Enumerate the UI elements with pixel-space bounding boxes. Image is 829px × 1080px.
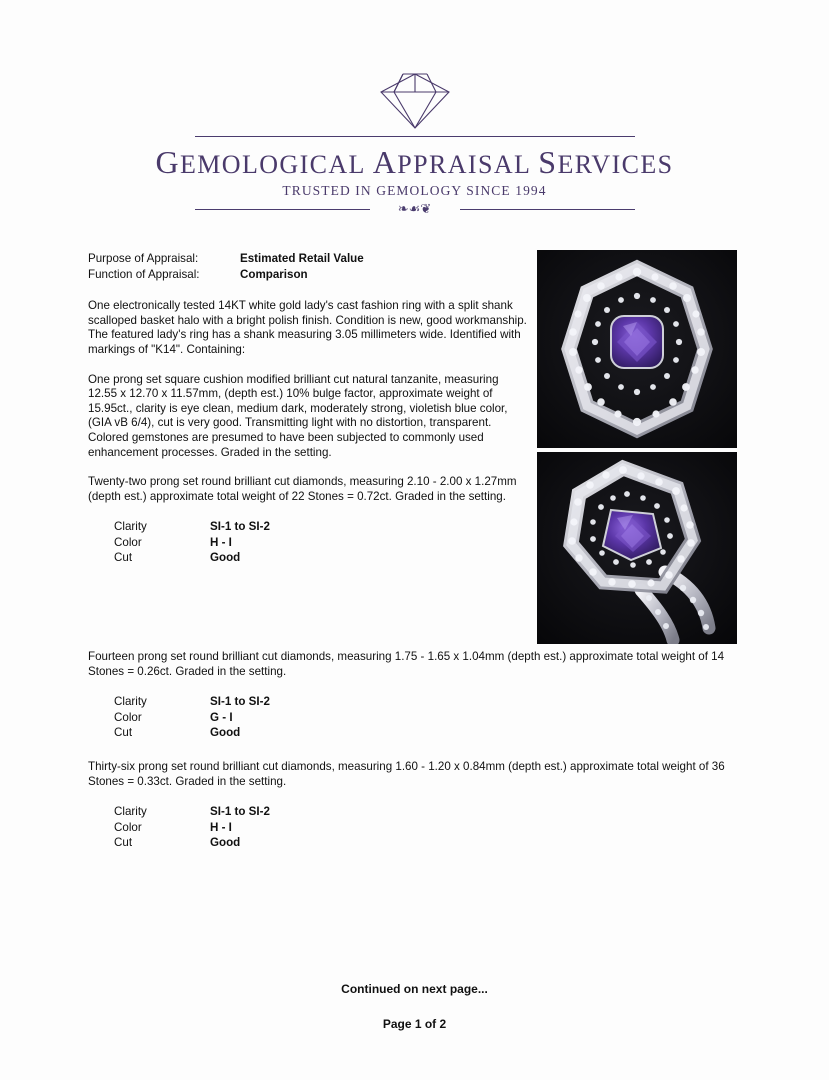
paragraph-tanzanite: One prong set square cushion modified brilliant cut natural tanzanite, measuring 12.55 x 12.70 x 11.57mm, (depth est.) 10% bulge factor, approximate weight of 15.95ct., clarity is eye clean, medium dark, moderately strong, violetish blue color, (GIA vB 6/4), cut is very good. Transmitting light with no distortion, transparent. Colored gemstones are presumed to have been subjected to commonly used enhancement processes. Graded in the setting. bbox=[88, 372, 508, 459]
brand-title-appraisal: PPRAISAL bbox=[397, 150, 531, 179]
spec-key-color: Color bbox=[114, 535, 142, 549]
flourish-ornament: ❧☙❦ bbox=[397, 201, 432, 216]
function-label: Function of Appraisal: bbox=[88, 267, 200, 281]
spec-value-color: H - I bbox=[210, 535, 232, 549]
flourish-line-left bbox=[195, 209, 370, 210]
spec-key-cut: Cut bbox=[114, 551, 133, 565]
flourish-line-right bbox=[460, 209, 635, 210]
spec-table-diamonds-22 bbox=[114, 519, 270, 565]
brand-subtitle: TRUSTED IN GEMOLOGY SINCE 1994 bbox=[282, 183, 547, 198]
table-row bbox=[114, 804, 270, 819]
ring-image-front bbox=[537, 250, 737, 448]
section-diamonds-14 bbox=[88, 650, 738, 750]
function-value: Comparison bbox=[240, 267, 308, 281]
table-row bbox=[88, 268, 364, 284]
spec-value-clarity: SI-1 to SI-2 bbox=[210, 805, 270, 819]
document-body-left bbox=[88, 252, 528, 576]
spec-table-diamonds-36 bbox=[114, 804, 270, 850]
spec-key-clarity: Clarity bbox=[114, 695, 147, 709]
ring-photo-bottom bbox=[537, 452, 737, 644]
table-row bbox=[114, 519, 270, 534]
diamond-icon bbox=[367, 70, 463, 132]
header-flourish bbox=[195, 202, 635, 216]
table-row bbox=[114, 835, 270, 850]
paragraph-ring-description: One electronically tested 14KT white gold lady's cast fashion ring with a split shank scalloped basket halo with a bright polish finish. Condition is new, good workmanship. The featured lady's ring has a shank measuring 3.05 millimeters wide. Identified with markings of "K14". Containing: bbox=[88, 299, 527, 356]
spec-key-clarity: Clarity bbox=[114, 520, 147, 534]
spec-value-color: G - I bbox=[210, 710, 233, 724]
brand-title-services: ERVICES bbox=[557, 150, 674, 179]
paragraph-diamonds-14: Fourteen prong set round brilliant cut diamonds, measuring 1.75 - 1.65 x 1.04mm (depth est.) approximate total weight of 14 Stones = 0.26ct. Graded in the setting. bbox=[88, 650, 725, 678]
table-row bbox=[114, 550, 270, 565]
footer-continued-text: Continued on next page... bbox=[341, 982, 488, 996]
brand-title-g: G bbox=[155, 144, 180, 180]
document-header bbox=[0, 70, 829, 216]
spec-key-color: Color bbox=[114, 710, 142, 724]
section-diamonds-36 bbox=[88, 760, 738, 860]
footer-page-number: Page 1 of 2 bbox=[382, 1017, 447, 1031]
purpose-value: Estimated Retail Value bbox=[240, 252, 364, 265]
brand-title-s: S bbox=[538, 144, 558, 180]
table-row bbox=[88, 252, 364, 268]
paragraph-diamonds-36: Thirty-six prong set round brilliant cut diamonds, measuring 1.60 - 1.20 x 0.84mm (depth est.) approximate total weight of 36 Stones = 0.33ct. Graded in the setting. bbox=[88, 760, 725, 788]
table-row bbox=[114, 694, 270, 709]
brand-title-a: A bbox=[372, 144, 398, 180]
table-row bbox=[114, 820, 270, 835]
spec-value-cut: Good bbox=[210, 551, 241, 565]
spec-key-color: Color bbox=[114, 820, 142, 834]
spec-value-color: H - I bbox=[210, 820, 232, 834]
spec-table-diamonds-14 bbox=[114, 694, 270, 740]
purpose-label: Purpose of Appraisal: bbox=[88, 252, 199, 265]
purpose-table bbox=[88, 252, 364, 283]
ring-photo-top bbox=[537, 250, 737, 448]
ring-image-angled bbox=[537, 452, 737, 644]
brand-title bbox=[0, 144, 829, 181]
spec-key-cut: Cut bbox=[114, 836, 133, 849]
brand-title-gemological: EMOLOGICAL bbox=[179, 150, 365, 179]
spec-key-cut: Cut bbox=[114, 726, 133, 739]
spec-value-cut: Good bbox=[210, 836, 241, 849]
table-row bbox=[114, 725, 270, 740]
spec-value-clarity: SI-1 to SI-2 bbox=[210, 520, 270, 534]
spec-value-clarity: SI-1 to SI-2 bbox=[210, 695, 270, 709]
paragraph-diamonds-22: Twenty-two prong set round brilliant cut diamonds, measuring 2.10 - 2.00 x 1.27mm (depth est.) approximate total weight of 22 Stones = 0.72ct. Graded in the setting. bbox=[88, 475, 517, 503]
spec-key-clarity: Clarity bbox=[114, 805, 147, 819]
header-rule-top bbox=[195, 136, 635, 137]
table-row bbox=[114, 710, 270, 725]
table-row bbox=[114, 535, 270, 550]
spec-value-cut: Good bbox=[210, 726, 241, 739]
